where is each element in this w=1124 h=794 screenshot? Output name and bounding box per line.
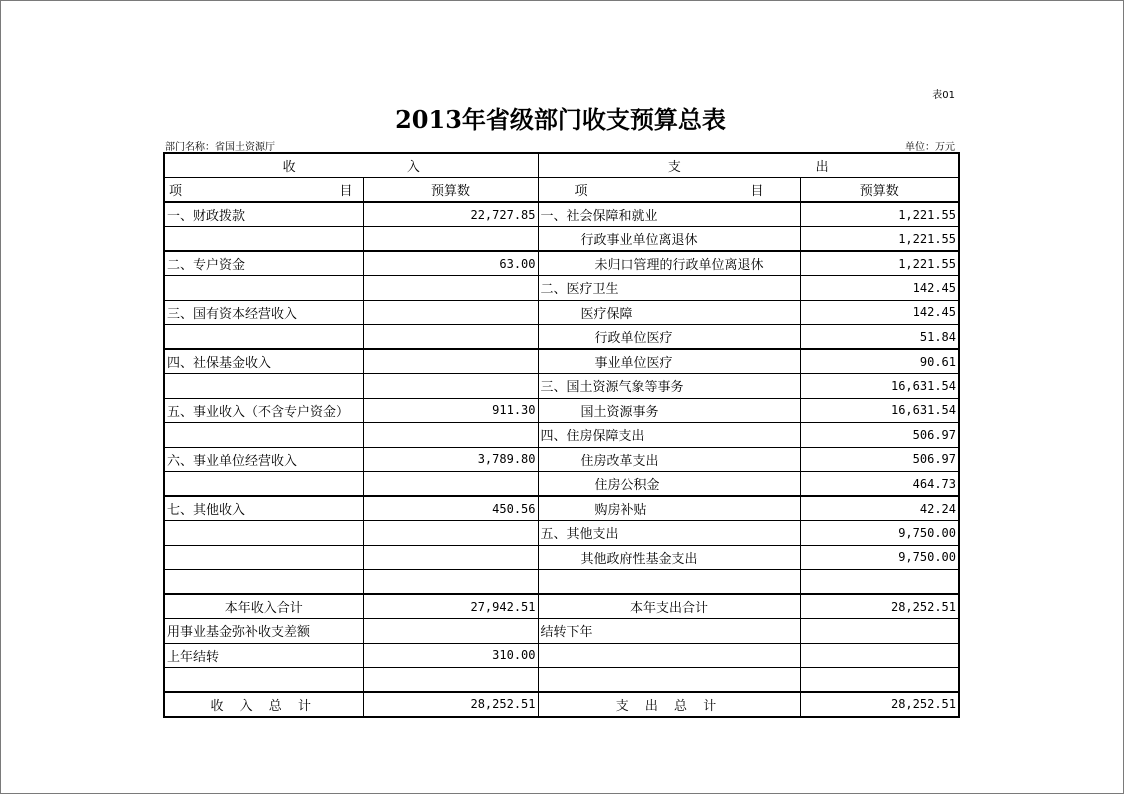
- unit-label: 单位：万元: [905, 142, 955, 153]
- income-item-cell: [164, 570, 363, 595]
- expense-value-cell: 90.61: [800, 349, 959, 374]
- group-header-row: [164, 153, 959, 178]
- table-row: [164, 276, 959, 301]
- budget-table: [163, 152, 960, 718]
- empty-cell: [363, 668, 538, 693]
- blank-row: [164, 668, 959, 693]
- income-value-cell: 63.00: [363, 251, 538, 276]
- expense-item-header: 项 目: [538, 178, 800, 203]
- empty-cell: [164, 668, 363, 693]
- income-item-cell: [164, 545, 363, 570]
- expense-value-cell: 1,221.55: [800, 251, 959, 276]
- expense-value-cell: 142.45: [800, 300, 959, 325]
- income-group-char-a: 收: [282, 160, 296, 175]
- carry-next-value: [800, 619, 959, 644]
- income-item-cell: 一、财政拨款: [164, 202, 363, 227]
- expense-item-cell: 一、社会保障和就业: [538, 202, 800, 227]
- income-group-char-b: 入: [406, 160, 420, 175]
- table-row: [164, 251, 959, 276]
- empty-cell: [538, 643, 800, 668]
- table-row: [164, 521, 959, 546]
- income-value-cell: 911.30: [363, 398, 538, 423]
- expense-item-cell: 医疗保障: [538, 300, 800, 325]
- expense-item-cell: 购房补贴: [538, 496, 800, 521]
- income-total-label: 收 入 总 计: [164, 692, 363, 717]
- fund-row: [164, 619, 959, 644]
- expense-value-cell: 464.73: [800, 472, 959, 497]
- income-item-cell: 五、事业收入（不含专户资金）: [164, 398, 363, 423]
- income-value-cell: [363, 374, 538, 399]
- table-row: [164, 300, 959, 325]
- year-expense-value: 28,252.51: [800, 594, 959, 619]
- empty-cell: [538, 668, 800, 693]
- page-title: 2013年省级部门收支预算总表: [395, 105, 726, 134]
- expense-value-cell: 142.45: [800, 276, 959, 301]
- expense-item-cell: 四、住房保障支出: [538, 423, 800, 448]
- expense-value-cell: 16,631.54: [800, 398, 959, 423]
- expense-item-cell: 二、医疗卫生: [538, 276, 800, 301]
- expense-item-cell: 未归口管理的行政单位离退休: [538, 251, 800, 276]
- expense-item-cell: [538, 570, 800, 595]
- expense-budget-header: 预算数: [800, 178, 959, 203]
- expense-value-cell: 9,750.00: [800, 545, 959, 570]
- income-group-header: [164, 153, 538, 178]
- income-item-cell: [164, 325, 363, 350]
- income-value-cell: [363, 423, 538, 448]
- carry-next-label: 结转下年: [538, 619, 800, 644]
- expense-item-cell: 其他政府性基金支出: [538, 545, 800, 570]
- income-item-cell: 二、专户资金: [164, 251, 363, 276]
- expense-value-cell: 1,221.55: [800, 202, 959, 227]
- department-name: 部门名称：省国土资源厅: [165, 142, 275, 153]
- income-value-cell: [363, 570, 538, 595]
- expense-value-cell: 506.97: [800, 423, 959, 448]
- income-total-value: 28,252.51: [363, 692, 538, 717]
- expense-item-cell: 国土资源事务: [538, 398, 800, 423]
- expense-value-cell: 42.24: [800, 496, 959, 521]
- income-value-cell: [363, 276, 538, 301]
- income-value-cell: 450.56: [363, 496, 538, 521]
- income-item-cell: 六、事业单位经营收入: [164, 447, 363, 472]
- income-value-cell: [363, 227, 538, 252]
- income-value-cell: [363, 325, 538, 350]
- income-item-cell: 七、其他收入: [164, 496, 363, 521]
- table-row: [164, 423, 959, 448]
- income-value-cell: [363, 545, 538, 570]
- expense-value-cell: [800, 570, 959, 595]
- expense-value-cell: 1,221.55: [800, 227, 959, 252]
- income-item-cell: [164, 276, 363, 301]
- expense-value-cell: 16,631.54: [800, 374, 959, 399]
- empty-cell: [800, 643, 959, 668]
- expense-group-char-b: 出: [815, 160, 829, 175]
- empty-cell: [800, 668, 959, 693]
- table-row: [164, 398, 959, 423]
- fund-value: [363, 619, 538, 644]
- expense-item-cell: 住房改革支出: [538, 447, 800, 472]
- expense-item-cell: 三、国土资源气象等事务: [538, 374, 800, 399]
- expense-item-cell: 五、其他支出: [538, 521, 800, 546]
- income-value-cell: [363, 349, 538, 374]
- table-number: 表01: [932, 90, 955, 101]
- income-item-cell: 四、社保基金收入: [164, 349, 363, 374]
- income-item-cell: 三、国有资本经营收入: [164, 300, 363, 325]
- income-item-cell: [164, 423, 363, 448]
- income-item-header: 项 目: [164, 178, 363, 203]
- prev-year-row: [164, 643, 959, 668]
- prev-year-label: 上年结转: [164, 643, 363, 668]
- table-row: [164, 447, 959, 472]
- table-row: [164, 472, 959, 497]
- year-expense-label: 本年支出合计: [538, 594, 800, 619]
- income-budget-header: 预算数: [363, 178, 538, 203]
- year-income-value: 27,942.51: [363, 594, 538, 619]
- expense-item-cell: 行政单位医疗: [538, 325, 800, 350]
- income-value-cell: [363, 521, 538, 546]
- expense-value-cell: 506.97: [800, 447, 959, 472]
- year-income-label: 本年收入合计: [164, 594, 363, 619]
- income-item-cell: [164, 374, 363, 399]
- table-row: [164, 374, 959, 399]
- income-value-cell: [363, 300, 538, 325]
- expense-value-cell: 9,750.00: [800, 521, 959, 546]
- fund-label: 用事业基金弥补收支差额: [164, 619, 363, 644]
- expense-total-label: 支 出 总 计: [538, 692, 800, 717]
- column-header-row: [164, 178, 959, 203]
- income-item-cell: [164, 227, 363, 252]
- expense-total-value: 28,252.51: [800, 692, 959, 717]
- table-row: [164, 349, 959, 374]
- income-value-cell: [363, 472, 538, 497]
- table-row: [164, 202, 959, 227]
- expense-group-header: [538, 153, 959, 178]
- table-row: [164, 545, 959, 570]
- year-total-row: [164, 594, 959, 619]
- income-value-cell: 22,727.85: [363, 202, 538, 227]
- expense-value-cell: 51.84: [800, 325, 959, 350]
- expense-group-char-a: 支: [667, 160, 681, 175]
- table-row: [164, 227, 959, 252]
- expense-item-cell: 行政事业单位离退休: [538, 227, 800, 252]
- income-value-cell: 3,789.80: [363, 447, 538, 472]
- table-row: [164, 570, 959, 595]
- expense-item-cell: 事业单位医疗: [538, 349, 800, 374]
- prev-year-value: 310.00: [363, 643, 538, 668]
- grand-total-row: [164, 692, 959, 717]
- expense-item-cell: 住房公积金: [538, 472, 800, 497]
- table-row: [164, 325, 959, 350]
- income-item-cell: [164, 521, 363, 546]
- income-item-cell: [164, 472, 363, 497]
- table-row: [164, 496, 959, 521]
